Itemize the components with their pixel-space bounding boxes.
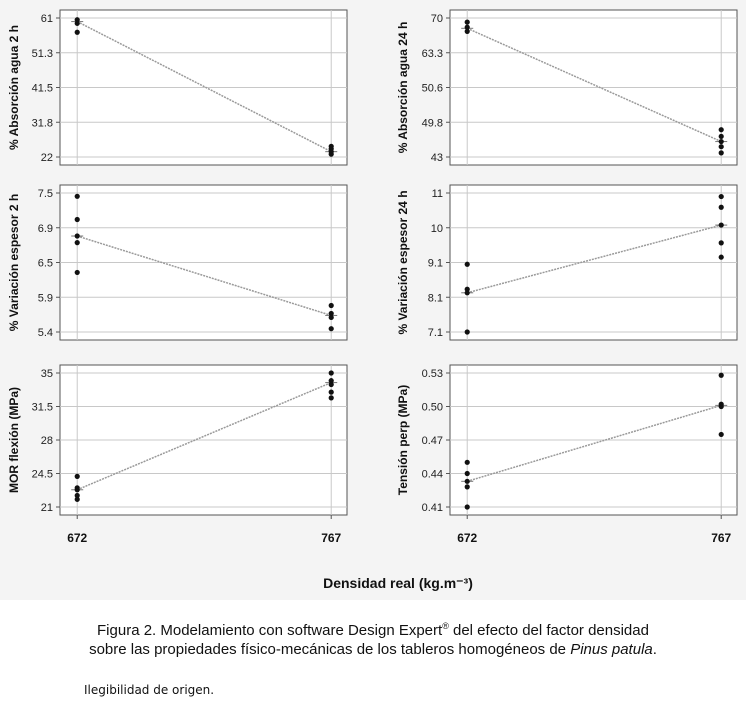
y-axis-label: MOR flexión (MPa) — [7, 386, 21, 494]
y-tick-label: 5.9 — [37, 292, 53, 305]
y-axis-label: % Absorción agua 2 h — [7, 25, 21, 150]
subplot-1 — [7, 10, 347, 165]
caption-line2-end: . — [652, 641, 657, 658]
data-point — [329, 315, 334, 320]
data-point — [75, 270, 80, 275]
subplot-3 — [7, 185, 347, 340]
data-point — [75, 233, 80, 238]
y-tick-label: 61 — [40, 13, 53, 25]
data-point — [329, 382, 334, 387]
y-tick-label: 28 — [40, 435, 53, 447]
figure-caption-line-1 — [0, 621, 746, 639]
caption-species-name: Pinus patula — [570, 641, 653, 658]
data-point — [329, 152, 334, 157]
y-tick-label: 6.5 — [37, 257, 53, 270]
data-point — [719, 240, 724, 245]
data-point — [465, 471, 470, 476]
data-point — [465, 479, 470, 484]
y-tick-label: 0.53 — [421, 368, 443, 380]
y-tick-label: 63.3 — [421, 47, 443, 60]
data-point — [719, 139, 724, 144]
x-tick-label: 767 — [321, 531, 342, 545]
data-point — [465, 484, 470, 489]
data-point — [465, 20, 470, 25]
y-tick-label: 11 — [431, 188, 443, 200]
caption-line2-main: sobre las propiedades físico-mecánicas de los tableros homogéneos de — [89, 641, 571, 658]
data-point — [465, 290, 470, 295]
y-axis-label: Tensión perp (MPa) — [396, 384, 410, 496]
data-point — [329, 303, 334, 308]
data-point — [719, 150, 724, 155]
x-axis-label: Densidad real (kg.m⁻³) — [323, 575, 473, 591]
x-tick-label: 672 — [67, 531, 88, 545]
data-point — [719, 194, 724, 199]
y-tick-label: 51.3 — [31, 47, 53, 60]
data-point — [465, 504, 470, 509]
data-point — [719, 404, 724, 409]
y-tick-label: 5.4 — [37, 327, 53, 339]
y-tick-label: 7.5 — [37, 188, 53, 200]
y-tick-label: 7.1 — [427, 327, 443, 339]
subplot-6 — [396, 365, 737, 545]
y-tick-label: 0.50 — [421, 401, 443, 414]
figure-caption-line-2 — [0, 641, 746, 658]
data-point — [719, 144, 724, 149]
y-tick-label: 31.8 — [31, 117, 53, 130]
y-tick-label: 49.8 — [421, 117, 443, 130]
y-tick-label: 6.9 — [37, 222, 53, 235]
y-axis-label: % Variación espesor 2 h — [7, 193, 21, 332]
data-point — [719, 222, 724, 227]
data-point — [719, 255, 724, 260]
y-tick-label: 0.47 — [421, 435, 443, 447]
y-axis-label: % Absorción agua 24 h — [396, 21, 410, 154]
data-point — [719, 205, 724, 210]
y-tick-label: 70 — [430, 13, 443, 25]
y-tick-label: 21 — [40, 502, 53, 514]
data-point — [719, 134, 724, 139]
y-tick-label: 9.1 — [427, 257, 443, 270]
data-point — [719, 373, 724, 378]
y-tick-label: 0.44 — [421, 468, 443, 481]
y-tick-label: 22 — [40, 152, 53, 164]
data-point — [329, 395, 334, 400]
data-point — [329, 390, 334, 395]
data-point — [465, 460, 470, 465]
x-tick-label: 672 — [457, 531, 478, 545]
data-point — [75, 474, 80, 479]
data-point — [75, 30, 80, 35]
subplot-4 — [396, 185, 737, 340]
data-point — [329, 370, 334, 375]
data-point — [75, 21, 80, 26]
data-point — [75, 194, 80, 199]
data-point — [465, 329, 470, 334]
data-point — [75, 497, 80, 502]
y-tick-label: 50.6 — [421, 82, 443, 95]
source-note: Ilegibilidad de origen. — [84, 683, 215, 697]
caption-registered-mark: ® — [442, 621, 449, 631]
data-point — [465, 262, 470, 267]
data-point — [75, 487, 80, 492]
data-point — [75, 217, 80, 222]
y-axis-label: % Variación espesor 24 h — [396, 190, 410, 335]
caption-line1-rest: del efecto del factor densidad — [448, 622, 649, 639]
y-tick-label: 41.5 — [31, 82, 53, 95]
data-point — [75, 240, 80, 245]
data-point — [465, 29, 470, 34]
subplot-5 — [7, 365, 347, 545]
data-point — [329, 326, 334, 331]
data-point — [719, 127, 724, 132]
y-tick-label: 31.5 — [31, 401, 53, 414]
y-tick-label: 10 — [430, 222, 443, 235]
y-tick-label: 24.5 — [31, 468, 53, 481]
y-tick-label: 43 — [430, 152, 443, 164]
data-point — [719, 432, 724, 437]
caption-line1-main: Figura 2. Modelamiento con software Design Expert — [97, 622, 443, 639]
x-tick-label: 767 — [711, 531, 732, 545]
y-tick-label: 8.1 — [427, 292, 443, 305]
subplot-2 — [396, 10, 737, 165]
y-tick-label: 0.41 — [421, 502, 443, 514]
y-tick-label: 35 — [40, 368, 53, 380]
